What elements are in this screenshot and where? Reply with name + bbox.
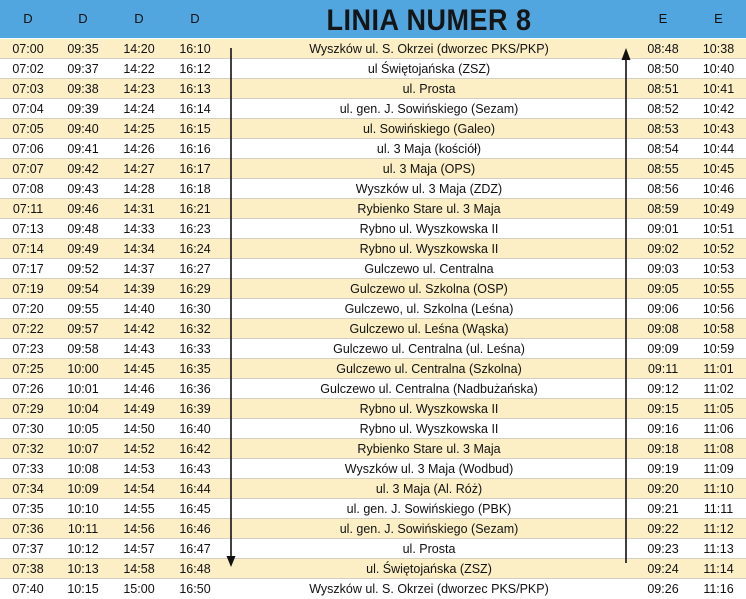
- departure-time: 16:10: [179, 42, 211, 56]
- return-time: 08:55: [647, 162, 679, 176]
- return-time: 08:59: [647, 202, 679, 216]
- return-time: 09:23: [647, 542, 679, 556]
- return-column-label: E: [658, 11, 668, 26]
- departure-time: 07:17: [12, 262, 44, 276]
- departure-time: 07:02: [12, 62, 44, 76]
- stop-name: Rybno ul. Wyszkowska II: [359, 402, 499, 416]
- departure-time: 10:15: [67, 582, 99, 596]
- return-time: 11:08: [703, 442, 734, 456]
- return-time: 11:11: [703, 502, 734, 516]
- return-time: 10:52: [702, 242, 735, 256]
- return-time: 09:06: [647, 302, 679, 316]
- departure-time: 10:09: [67, 482, 99, 496]
- departure-time: 14:23: [123, 82, 155, 96]
- departure-time: 07:32: [12, 442, 44, 456]
- departure-time: 16:46: [179, 522, 211, 536]
- departure-time: 16:21: [179, 202, 211, 216]
- departure-time: 14:52: [123, 442, 155, 456]
- departure-time: 14:45: [123, 362, 155, 376]
- departure-time: 09:46: [67, 202, 99, 216]
- departure-time: 07:35: [12, 502, 44, 516]
- departure-time: 16:40: [179, 422, 211, 436]
- stop-name: Gulczewo ul. Centralna (Szkolna): [336, 362, 522, 376]
- departure-time: 07:20: [12, 302, 44, 316]
- return-time: 10:43: [702, 122, 735, 136]
- return-time: 08:56: [647, 182, 679, 196]
- departure-time: 10:07: [67, 442, 99, 456]
- departure-time: 14:25: [123, 122, 155, 136]
- return-time: 11:16: [703, 582, 734, 596]
- stop-name: Wyszków ul. 3 Maja (Wodbud): [344, 462, 514, 476]
- stop-name: Wyszków ul. 3 Maja (ZDZ): [355, 182, 503, 196]
- departure-time: 07:26: [12, 382, 44, 396]
- departure-time: 16:18: [179, 182, 211, 196]
- return-time: 10:59: [702, 342, 735, 356]
- stop-name: Gulczewo ul. Centralna (Nadbużańska): [320, 382, 538, 396]
- stop-name: Rybienko Stare ul. 3 Maja: [357, 442, 501, 456]
- departure-time: 10:05: [67, 422, 99, 436]
- stop-name: ul. 3 Maja (Al. Róż): [375, 482, 483, 496]
- departure-time: 14:58: [123, 562, 155, 576]
- departure-time: 07:00: [12, 42, 44, 56]
- departure-time: 16:16: [179, 142, 211, 156]
- departure-time: 07:04: [12, 102, 44, 116]
- departure-time: 07:40: [12, 582, 44, 596]
- return-time: 11:01: [703, 362, 734, 376]
- departure-time: 07:07: [12, 162, 44, 176]
- return-time: 10:53: [702, 262, 735, 276]
- departure-time: 09:54: [67, 282, 99, 296]
- departure-time: 14:43: [123, 342, 155, 356]
- return-time: 08:53: [647, 122, 679, 136]
- return-time: 09:15: [647, 402, 679, 416]
- departure-time: 16:42: [179, 442, 211, 456]
- departure-time: 16:36: [179, 382, 211, 396]
- departure-time: 16:13: [179, 82, 211, 96]
- departure-time: 07:36: [12, 522, 44, 536]
- departure-time: 16:32: [179, 322, 211, 336]
- departure-time: 10:10: [67, 502, 99, 516]
- stop-name: ul. Świętojańska (ZSZ): [366, 562, 492, 576]
- stop-name: ul. gen. J. Sowińskiego (Sezam): [339, 522, 519, 536]
- departure-time: 07:14: [12, 242, 44, 256]
- return-time: 10:45: [702, 162, 735, 176]
- departure-time: 15:00: [123, 582, 155, 596]
- departure-time: 16:44: [179, 482, 211, 496]
- departure-time: 14:20: [123, 42, 155, 56]
- departure-time: 10:04: [67, 402, 99, 416]
- departure-time: 09:43: [67, 182, 99, 196]
- return-time: 11:06: [703, 422, 734, 436]
- return-time: 08:48: [647, 42, 679, 56]
- departure-time: 14:37: [123, 262, 155, 276]
- departure-time: 09:48: [67, 222, 99, 236]
- departure-time: 14:24: [123, 102, 155, 116]
- stop-name: ul. Prosta: [402, 542, 456, 556]
- return-time: 10:38: [702, 42, 735, 56]
- return-time: 09:03: [647, 262, 679, 276]
- stop-name: ul. gen. J. Sowińskiego (PBK): [346, 502, 512, 516]
- departure-time: 09:35: [67, 42, 99, 56]
- departure-time: 09:49: [67, 242, 99, 256]
- stop-name: ul. Sowińskiego (Galeo): [362, 122, 495, 136]
- return-time: 09:11: [647, 362, 679, 376]
- departure-time: 16:30: [179, 302, 211, 316]
- down-arrow-icon: [227, 48, 236, 567]
- stop-name: Wyszków ul. S. Okrzei (dworzec PKS/PKP): [309, 582, 549, 596]
- return-time: 11:12: [703, 522, 734, 536]
- stop-name: ul Świętojańska (ZSZ): [367, 62, 491, 76]
- departure-time: 16:50: [179, 582, 211, 596]
- return-time: 11:02: [703, 382, 734, 396]
- departure-time: 10:11: [67, 522, 99, 536]
- return-time: 09:02: [647, 242, 679, 256]
- departure-time: 16:23: [179, 222, 211, 236]
- departure-time: 07:25: [12, 362, 44, 376]
- departure-time: 16:15: [179, 122, 211, 136]
- return-time: 08:50: [647, 62, 679, 76]
- stop-name: Rybno ul. Wyszkowska II: [359, 222, 499, 236]
- departure-time: 14:34: [123, 242, 155, 256]
- return-time: 09:09: [647, 342, 679, 356]
- departure-time: 09:52: [67, 262, 99, 276]
- departure-time: 07:33: [12, 462, 44, 476]
- departure-time: 10:08: [67, 462, 99, 476]
- day-column-label: D: [190, 11, 200, 26]
- departure-time: 07:37: [12, 542, 44, 556]
- departure-time: 10:13: [67, 562, 99, 576]
- return-time: 09:16: [647, 422, 679, 436]
- return-time: 11:05: [703, 402, 734, 416]
- day-column-label: D: [78, 11, 88, 26]
- return-time: 10:55: [702, 282, 735, 296]
- departure-time: 16:45: [179, 502, 211, 516]
- departure-time: 14:56: [123, 522, 155, 536]
- departure-time: 14:46: [123, 382, 155, 396]
- departure-time: 16:24: [179, 242, 211, 256]
- departure-time: 07:03: [12, 82, 44, 96]
- return-time: 10:41: [702, 82, 735, 96]
- departure-time: 14:28: [123, 182, 155, 196]
- departure-time: 14:55: [123, 502, 155, 516]
- departure-time: 16:35: [179, 362, 211, 376]
- departure-time: 14:40: [123, 302, 155, 316]
- departure-time: 16:17: [179, 162, 211, 176]
- departure-time: 09:41: [67, 142, 99, 156]
- stop-name: Gulczewo ul. Centralna (ul. Leśna): [333, 342, 525, 356]
- departure-time: 07:05: [12, 122, 44, 136]
- return-time: 09:21: [647, 502, 679, 516]
- stop-name: ul. 3 Maja (OPS): [382, 162, 476, 176]
- departure-time: 07:30: [12, 422, 44, 436]
- departure-time: 09:37: [67, 62, 99, 76]
- stop-name: Gulczewo ul. Szkolna (OSP): [350, 282, 508, 296]
- departure-time: 09:38: [67, 82, 99, 96]
- return-time: 08:51: [647, 82, 679, 96]
- return-time: 10:46: [702, 182, 735, 196]
- departure-time: 09:58: [67, 342, 99, 356]
- departure-time: 10:01: [67, 382, 99, 396]
- timetable-row: [0, 579, 746, 598]
- return-time: 11:10: [703, 482, 734, 496]
- departure-time: 14:54: [123, 482, 155, 496]
- departure-time: 14:26: [123, 142, 155, 156]
- departure-time: 14:22: [123, 62, 155, 76]
- return-time: 09:19: [647, 462, 679, 476]
- return-time: 08:52: [647, 102, 679, 116]
- departure-time: 16:12: [179, 62, 211, 76]
- departure-time: 09:39: [67, 102, 99, 116]
- departure-time: 07:06: [12, 142, 44, 156]
- departure-time: 09:42: [67, 162, 99, 176]
- stop-name: Rybienko Stare ul. 3 Maja: [357, 202, 501, 216]
- departure-time: 16:48: [179, 562, 211, 576]
- departure-time: 16:33: [179, 342, 211, 356]
- return-time: 09:26: [647, 582, 679, 596]
- return-time: 09:12: [647, 382, 679, 396]
- return-time: 11:13: [703, 542, 734, 556]
- departure-time: 14:49: [123, 402, 155, 416]
- departure-time: 07:38: [12, 562, 44, 576]
- return-column-label: E: [714, 11, 723, 26]
- return-time: 10:51: [702, 222, 735, 236]
- line-title: LINIA NUMER 8: [326, 3, 532, 37]
- return-time: 10:44: [702, 142, 735, 156]
- return-time: 10:56: [702, 302, 735, 316]
- return-time: 11:14: [703, 562, 734, 576]
- return-time: 11:09: [703, 462, 734, 476]
- departure-time: 14:31: [123, 202, 155, 216]
- departure-time: 09:40: [67, 122, 99, 136]
- stop-name: Gulczewo, ul. Szkolna (Leśna): [344, 302, 514, 316]
- departure-time: 14:57: [123, 542, 155, 556]
- return-time: 10:49: [702, 202, 735, 216]
- return-time: 09:18: [647, 442, 679, 456]
- departure-time: 07:34: [12, 482, 44, 496]
- stop-name: Rybno ul. Wyszkowska II: [359, 422, 499, 436]
- departure-time: 16:29: [179, 282, 211, 296]
- return-time: 09:20: [647, 482, 679, 496]
- departure-time: 09:55: [67, 302, 99, 316]
- return-time: 10:42: [702, 102, 735, 116]
- return-time: 09:01: [647, 222, 679, 236]
- departure-time: 16:39: [179, 402, 211, 416]
- departure-time: 16:14: [179, 102, 211, 116]
- departure-time: 14:39: [123, 282, 155, 296]
- departure-time: 07:19: [12, 282, 44, 296]
- return-time: 09:22: [647, 522, 679, 536]
- departure-time: 07:08: [12, 182, 44, 196]
- return-time: 09:05: [647, 282, 679, 296]
- stop-name: Rybno ul. Wyszkowska II: [359, 242, 499, 256]
- return-time: 09:08: [647, 322, 679, 336]
- departure-time: 07:23: [12, 342, 44, 356]
- stop-name: Gulczewo ul. Leśna (Wąska): [349, 322, 509, 336]
- departure-time: 16:47: [179, 542, 211, 556]
- return-time: 10:58: [702, 322, 735, 336]
- departure-time: 14:27: [123, 162, 155, 176]
- departure-time: 07:22: [12, 322, 44, 336]
- departure-time: 07:29: [12, 402, 44, 416]
- return-time: 10:40: [702, 62, 735, 76]
- departure-time: 14:50: [123, 422, 155, 436]
- departure-time: 16:43: [179, 462, 211, 476]
- stop-name: ul. gen. J. Sowińskiego (Sezam): [339, 102, 519, 116]
- departure-time: 16:27: [179, 262, 211, 276]
- departure-time: 10:12: [67, 542, 99, 556]
- departure-time: 14:53: [123, 462, 155, 476]
- return-time: 09:24: [647, 562, 679, 576]
- stop-name: Gulczewo ul. Centralna: [364, 262, 494, 276]
- stop-name: ul. 3 Maja (kościół): [376, 142, 482, 156]
- departure-time: 09:57: [67, 322, 99, 336]
- stop-name: Wyszków ul. S. Okrzei (dworzec PKS/PKP): [309, 42, 549, 56]
- day-column-label: D: [134, 11, 144, 26]
- departure-time: 14:42: [123, 322, 155, 336]
- day-column-label: D: [23, 11, 33, 26]
- return-time: 08:54: [647, 142, 679, 156]
- departure-time: 10:00: [67, 362, 99, 376]
- departure-time: 07:11: [12, 202, 44, 216]
- departure-time: 07:13: [12, 222, 44, 236]
- stop-name: ul. Prosta: [402, 82, 456, 96]
- departure-time: 14:33: [123, 222, 155, 236]
- up-arrow-icon: [622, 48, 631, 563]
